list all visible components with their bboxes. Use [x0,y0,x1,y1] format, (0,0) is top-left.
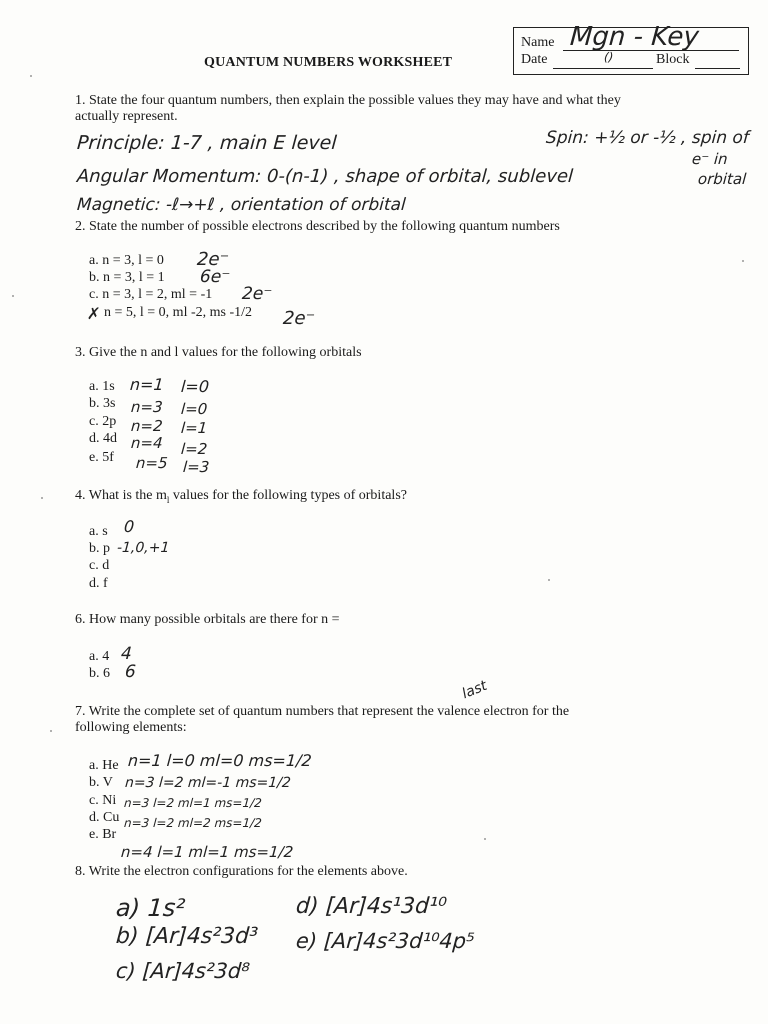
q2-scribble-mark: ✗ [86,304,102,323]
q2-answer-d: 2e⁻ [282,308,316,329]
name-label: Name [521,35,555,50]
q8-answer-a: a) 1s² [115,894,187,922]
q4-answer-a: 0 [123,517,135,536]
q3-l-e: l=3 [182,458,210,476]
q2-prompt: 2. State the number of possible electrons described by the following quantum numbers [75,219,560,234]
scan-speck [30,75,32,77]
q4-item-d: d. f [89,576,108,591]
q4-prompt-end: values for the following types of orbitals? [169,488,407,503]
q7-item-a: a. He [89,758,119,773]
q2-answer-a: 2e⁻ [196,249,230,270]
q3-n-e: n=5 [135,454,169,472]
q4-answer-b: -1,0,+1 [116,540,170,556]
q2-item-d: n = 5, l = 0, ml -2, ms -1/2 [104,305,253,320]
q3-prompt: 3. Give the n and l values for the following orbitals [75,345,362,360]
q6-item-b: b. 6 [89,666,110,681]
q3-l-a: l=0 [180,377,210,396]
scan-speck [742,260,744,262]
q3-l-c: l=1 [180,419,208,437]
q7-item-e: e. Br [89,827,117,842]
q3-n-d: n=4 [130,434,164,452]
q8-answer-b: b) [Ar]4s²3d³ [115,924,259,949]
q2-answer-c: 2e⁻ [241,284,273,304]
q6-prompt: 6. How many possible orbitals are there for n = [75,612,340,627]
q4-item-b: b. p [89,541,110,556]
q3-item-a: a. 1s [89,379,115,394]
name-value: Mgn - Key [568,22,700,52]
q7-item-d: d. Cu [89,810,120,825]
q2-answer-b: 6e⁻ [199,267,231,287]
q3-l-d: l=2 [180,440,208,458]
q6-item-a: a. 4 [89,649,110,664]
q4-item-c: c. d [89,558,110,573]
q2-item-c: c. n = 3, l = 2, ml = -1 [89,287,213,302]
q7-answer-d: n=3 l=2 ml=2 ms=1/2 [123,816,263,830]
q8-answer-e: e) [Ar]4s²3d¹⁰4p⁵ [295,929,476,953]
q4-item-a: a. s [89,524,108,539]
q4-prompt-subscript: l [166,494,170,505]
date-value: () [603,50,614,64]
block-line [695,68,740,69]
q3-l-b: l=0 [180,400,208,418]
q3-n-a: n=1 [129,375,165,394]
date-label: Date [521,52,548,67]
q8-prompt: 8. Write the electron configurations for the elements above. [75,864,408,879]
q1-answer-principle: Principle: 1-7 , main E level [76,132,338,154]
q6-answer-b: 6 [124,662,137,682]
q7-insert-word: last [459,677,490,703]
q3-item-c: c. 2p [89,414,117,429]
scan-speck [12,295,14,297]
scan-speck [50,730,52,732]
block-label: Block [656,52,690,67]
q3-item-d: d. 4d [89,431,117,446]
q2-item-a: a. n = 3, l = 0 [89,253,164,268]
q3-n-b: n=3 [130,398,164,416]
scan-speck [548,579,550,581]
q7-item-b: b. V [89,775,113,790]
date-line [553,68,653,69]
q1-prompt-line1: 1. State the four quantum numbers, then explain the possible values they may have and what they [75,93,621,108]
q7-answer-c: n=3 l=2 ml=1 ms=1/2 [123,796,263,810]
q2-item-b: b. n = 3, l = 1 [89,270,165,285]
q7-prompt-line1: 7. Write the complete set of quantum numbers that represent the valence electron for the [75,704,570,719]
scan-speck [41,497,43,499]
q4-prompt-start: 4. What is the m [75,488,167,503]
q1-prompt-line2: actually represent. [75,109,178,124]
q3-n-c: n=2 [130,417,164,435]
q6-answer-a: 4 [120,644,133,664]
q7-item-c: c. Ni [89,793,117,808]
q7-answer-e: n=4 l=1 ml=1 ms=1/2 [120,843,294,861]
q1-answer-spin-line3: orbital [697,170,747,188]
q3-item-e: e. 5f [89,450,114,465]
q7-answer-b: n=3 l=2 ml=-1 ms=1/2 [124,775,292,791]
q7-answer-a: n=1 l=0 ml=0 ms=1/2 [127,751,313,770]
q1-answer-angular: Angular Momentum: 0-(n-1) , shape of orbital, sublevel [76,166,574,187]
scan-speck [484,838,486,840]
worksheet-title: QUANTUM NUMBERS WORKSHEET [204,55,453,70]
q8-answer-d: d) [Ar]4s¹3d¹⁰ [295,894,448,919]
q1-answer-spin-line2: e⁻ in [691,150,729,168]
q8-answer-c: c) [Ar]4s²3d⁸ [115,959,251,983]
q3-item-b: b. 3s [89,396,116,411]
q4-prompt [75,488,407,505]
q1-answer-magnetic: Magnetic: -ℓ→+ℓ , orientation of orbital [76,195,407,215]
q1-answer-spin-line1: Spin: +½ or -½ , spin of [545,128,750,148]
q7-prompt-line2: following elements: [75,720,187,735]
